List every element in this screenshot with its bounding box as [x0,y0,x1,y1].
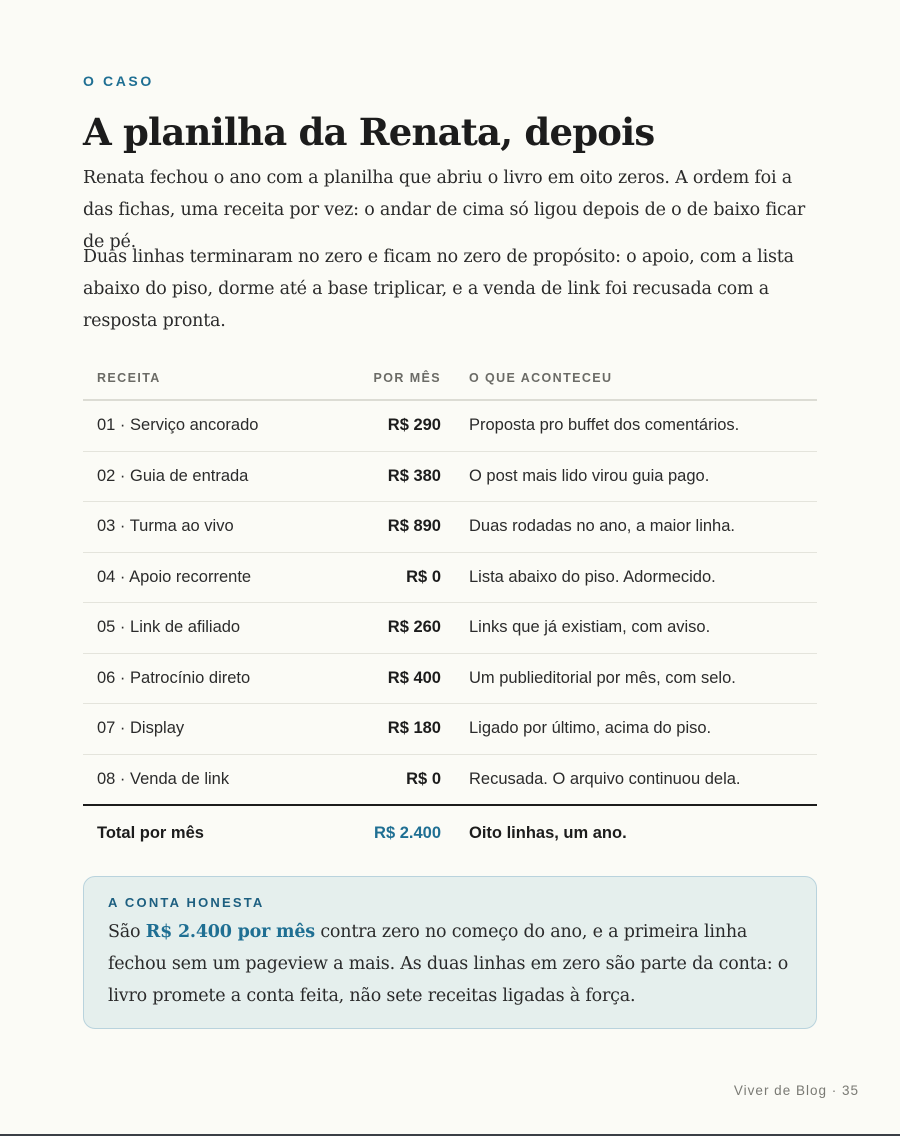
row-valor: R$ 400 [342,653,441,704]
row-receita: 01 · Serviço ancorado [83,400,342,451]
table-row [83,603,817,654]
table-row [83,552,817,603]
table-row [83,451,817,502]
row-receita: 05 · Link de afiliado [83,603,342,654]
callout-title: A CONTA HONESTA [108,895,265,910]
row-valor: R$ 0 [342,552,441,603]
table-total-row [83,805,817,860]
row-valor: R$ 890 [342,502,441,553]
table-row [83,502,817,553]
table-row [83,400,817,451]
row-valor: R$ 0 [342,754,441,805]
table-row [83,754,817,805]
row-nota: Proposta pro buffet dos comentários. [441,400,817,451]
row-valor: R$ 260 [342,603,441,654]
row-valor: R$ 290 [342,400,441,451]
total-label: Total por mês [97,823,204,842]
total-note: Oito linhas, um ano. [469,823,627,842]
row-nota: Um publieditorial por mês, com selo. [441,653,817,704]
row-nota: Recusada. O arquivo continuou dela. [441,754,817,805]
table-header-row [83,356,817,400]
row-valor: R$ 180 [342,704,441,755]
second-paragraph: Duas linhas terminaram no zero e ficam no zero de propósito: o apoio, com a lista abaixo do piso, dorme até a base triplicar, e a venda de link foi recusada com a resposta pronta. [83,247,794,331]
header-o-que-aconteceu: O QUE ACONTECEU [441,356,817,400]
table-row [83,653,817,704]
header-receita: RECEITA [83,356,342,400]
callout-box [83,876,817,1029]
row-receita: 07 · Display [83,704,342,755]
revenue-table [83,356,817,860]
callout-text [108,916,792,1012]
row-receita: 04 · Apoio recorrente [83,552,342,603]
intro-paragraph: Renata fechou o ano com a planilha que abriu o livro em oito zeros. A ordem foi a das fichas, uma receita por vez: o andar de cima só ligou depois de o de baixo ficar de pé. [83,168,805,252]
row-nota: Duas rodadas no ano, a maior linha. [441,502,817,553]
table-row [83,704,817,755]
row-receita: 08 · Venda de link [83,754,342,805]
page-title: A planilha da Renata, depois [83,110,655,154]
row-nota: Lista abaixo do piso. Adormecido. [441,552,817,603]
row-receita: 02 · Guia de entrada [83,451,342,502]
callout-highlight: R$ 2.400 por mês [145,922,315,942]
row-receita: 06 · Patrocínio direto [83,653,342,704]
header-por-mes: POR MÊS [342,356,441,400]
total-value: R$ 2.400 [374,823,441,842]
row-nota: Links que já existiam, com aviso. [441,603,817,654]
row-nota: O post mais lido virou guia pago. [441,451,817,502]
row-receita: 03 · Turma ao vivo [83,502,342,553]
section-label: O CASO [83,73,154,89]
page-footer: Viver de Blog · 35 [733,1083,859,1098]
row-valor: R$ 380 [342,451,441,502]
row-nota: Ligado por último, acima do piso. [441,704,817,755]
callout-text-before: São [108,922,146,942]
callout-text-after: contra zero no começo do ano, e a primeira linha fechou sem um pageview a mais. As duas linhas em zero são parte da conta: o livro promete a conta feita, não sete receitas ligadas à força. [108,922,789,1006]
